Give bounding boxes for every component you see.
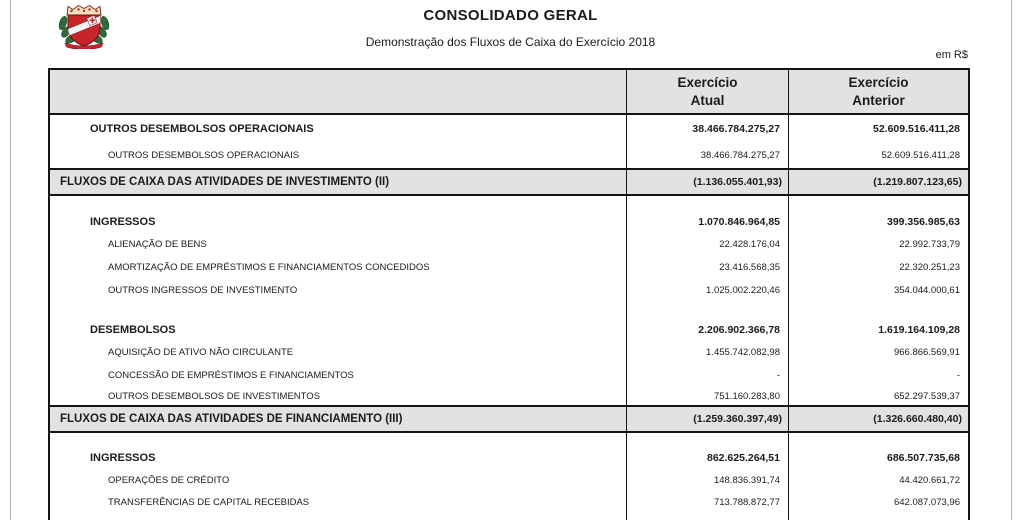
row-value-atual: 1.025.002.220,46: [627, 279, 789, 302]
spacer-row: [50, 196, 968, 210]
row-label: OUTROS INGRESSOS DE INVESTIMENTO: [50, 279, 627, 302]
row-label: FLUXOS DE CAIXA DAS ATIVIDADES DE INVESTIMENTO (II): [50, 170, 627, 194]
currency-unit-label: em R$: [935, 49, 968, 61]
row-label: AMORTIZAÇÃO DE EMPRÉSTIMOS E FINANCIAMENTOS CONCEDIDOS: [50, 256, 627, 279]
row-value-atual: (1.136.055.401,93): [627, 170, 789, 194]
row-value-atual: 2.206.902.366,78: [627, 318, 789, 341]
row-value-atual: -: [627, 364, 789, 387]
header-label-cell: [50, 70, 627, 113]
spacer-row: [50, 433, 968, 447]
row-value-anterior: 52.609.516.411,28: [872, 122, 960, 135]
row-value-anterior: 642.087.073,96: [893, 496, 960, 508]
table-row: [50, 233, 968, 256]
row-value-anterior: 966.866.569,91: [893, 347, 960, 358]
row-label: FLUXOS DE CAIXA DAS ATIVIDADES DE FINANCIAMENTO (III): [50, 407, 627, 431]
row-label: OUTROS DESEMBOLSOS OPERACIONAIS: [50, 115, 627, 142]
row-value-anterior: 652.297.539,37: [893, 390, 960, 402]
row-value-anterior: 44.420.661,72: [899, 474, 960, 486]
row-value-anterior: (1.219.807.123,65): [873, 176, 962, 188]
section-total-row: [50, 168, 968, 196]
table-row: [50, 491, 968, 513]
row-value-anterior: 399.356.985,63: [887, 215, 960, 228]
header-atual-line2: Atual: [690, 92, 725, 108]
row-value-atual: (1.259.360.397,49): [627, 407, 789, 431]
table-row: [50, 387, 968, 405]
table-row: [50, 115, 968, 142]
row-value-atual: 751.160.283,80: [627, 387, 789, 405]
header-anterior-line2: Anterior: [852, 92, 905, 108]
header-anterior-line1: Exercício: [848, 74, 909, 90]
row-label: CONCESSÃO DE EMPRÉSTIMOS E FINANCIAMENTOS: [50, 364, 627, 387]
row-value-atual: 713.788.872,77: [627, 491, 789, 513]
row-label: INGRESSOS: [50, 447, 627, 469]
table-row: [50, 142, 968, 168]
row-value-anterior: 1.619.164.109,28: [878, 323, 960, 336]
cash-flow-table: [48, 68, 970, 520]
row-value-atual: 1.070.846.964,85: [627, 210, 789, 233]
page-title: CONSOLIDADO GERAL: [423, 7, 598, 24]
row-label: DESEMBOLSOS: [50, 318, 627, 341]
header-exercicio-atual: [627, 70, 789, 113]
row-label: OPERAÇÕES DE CRÉDITO: [50, 469, 627, 491]
row-value-atual: 38.466.784.275,27: [627, 115, 789, 142]
row-label: OUTROS DESEMBOLSOS OPERACIONAIS: [50, 142, 627, 168]
row-value-anterior: (1.326.660.480,40): [873, 413, 962, 425]
spacer-row: [50, 302, 968, 318]
table-row: [50, 469, 968, 491]
table-row: [50, 279, 968, 302]
row-value-anterior: 52.609.516.411,28: [881, 149, 960, 161]
row-value-anterior: -: [956, 370, 960, 381]
row-label: TRANSFERÊNCIAS DE CAPITAL RECEBIDAS: [50, 491, 627, 513]
row-value-anterior: 354.044.000,61: [893, 285, 960, 296]
table-row: [50, 364, 968, 387]
row-label: INGRESSOS: [50, 210, 627, 233]
row-value-atual: 22.428.176,04: [627, 233, 789, 256]
table-overflow-area: [50, 513, 968, 520]
row-label: ALIENAÇÃO DE BENS: [50, 233, 627, 256]
section-total-row: [50, 405, 968, 433]
row-value-atual: 23.416.568,35: [627, 256, 789, 279]
row-value-atual: 148.836.391,74: [627, 469, 789, 491]
row-value-anterior: 686.507.735,68: [887, 452, 960, 464]
page-subtitle: Demonstração dos Fluxos de Caixa do Exercício 2018: [365, 35, 656, 49]
table-row: [50, 447, 968, 469]
table-row: [50, 210, 968, 233]
header-atual-line1: Exercício: [677, 74, 738, 90]
row-value-atual: 1.455.742.082,98: [627, 341, 789, 364]
row-value-atual: 862.625.264,51: [627, 447, 789, 469]
table-row: [50, 318, 968, 341]
row-value-anterior: 22.992.733,79: [899, 239, 960, 250]
table-row: [50, 256, 968, 279]
row-label: AQUISIÇÃO DE ATIVO NÃO CIRCULANTE: [50, 341, 627, 364]
row-value-atual: 38.466.784.275,27: [627, 142, 789, 168]
page-edge-right: [1011, 0, 1012, 520]
row-label: OUTROS DESEMBOLSOS DE INVESTIMENTOS: [50, 387, 627, 405]
header-exercicio-anterior: [789, 70, 968, 113]
table-row: [50, 341, 968, 364]
page-edge-left: [10, 0, 11, 520]
row-value-anterior: 22.320.251,23: [899, 262, 960, 273]
table-header-row: [50, 70, 968, 115]
